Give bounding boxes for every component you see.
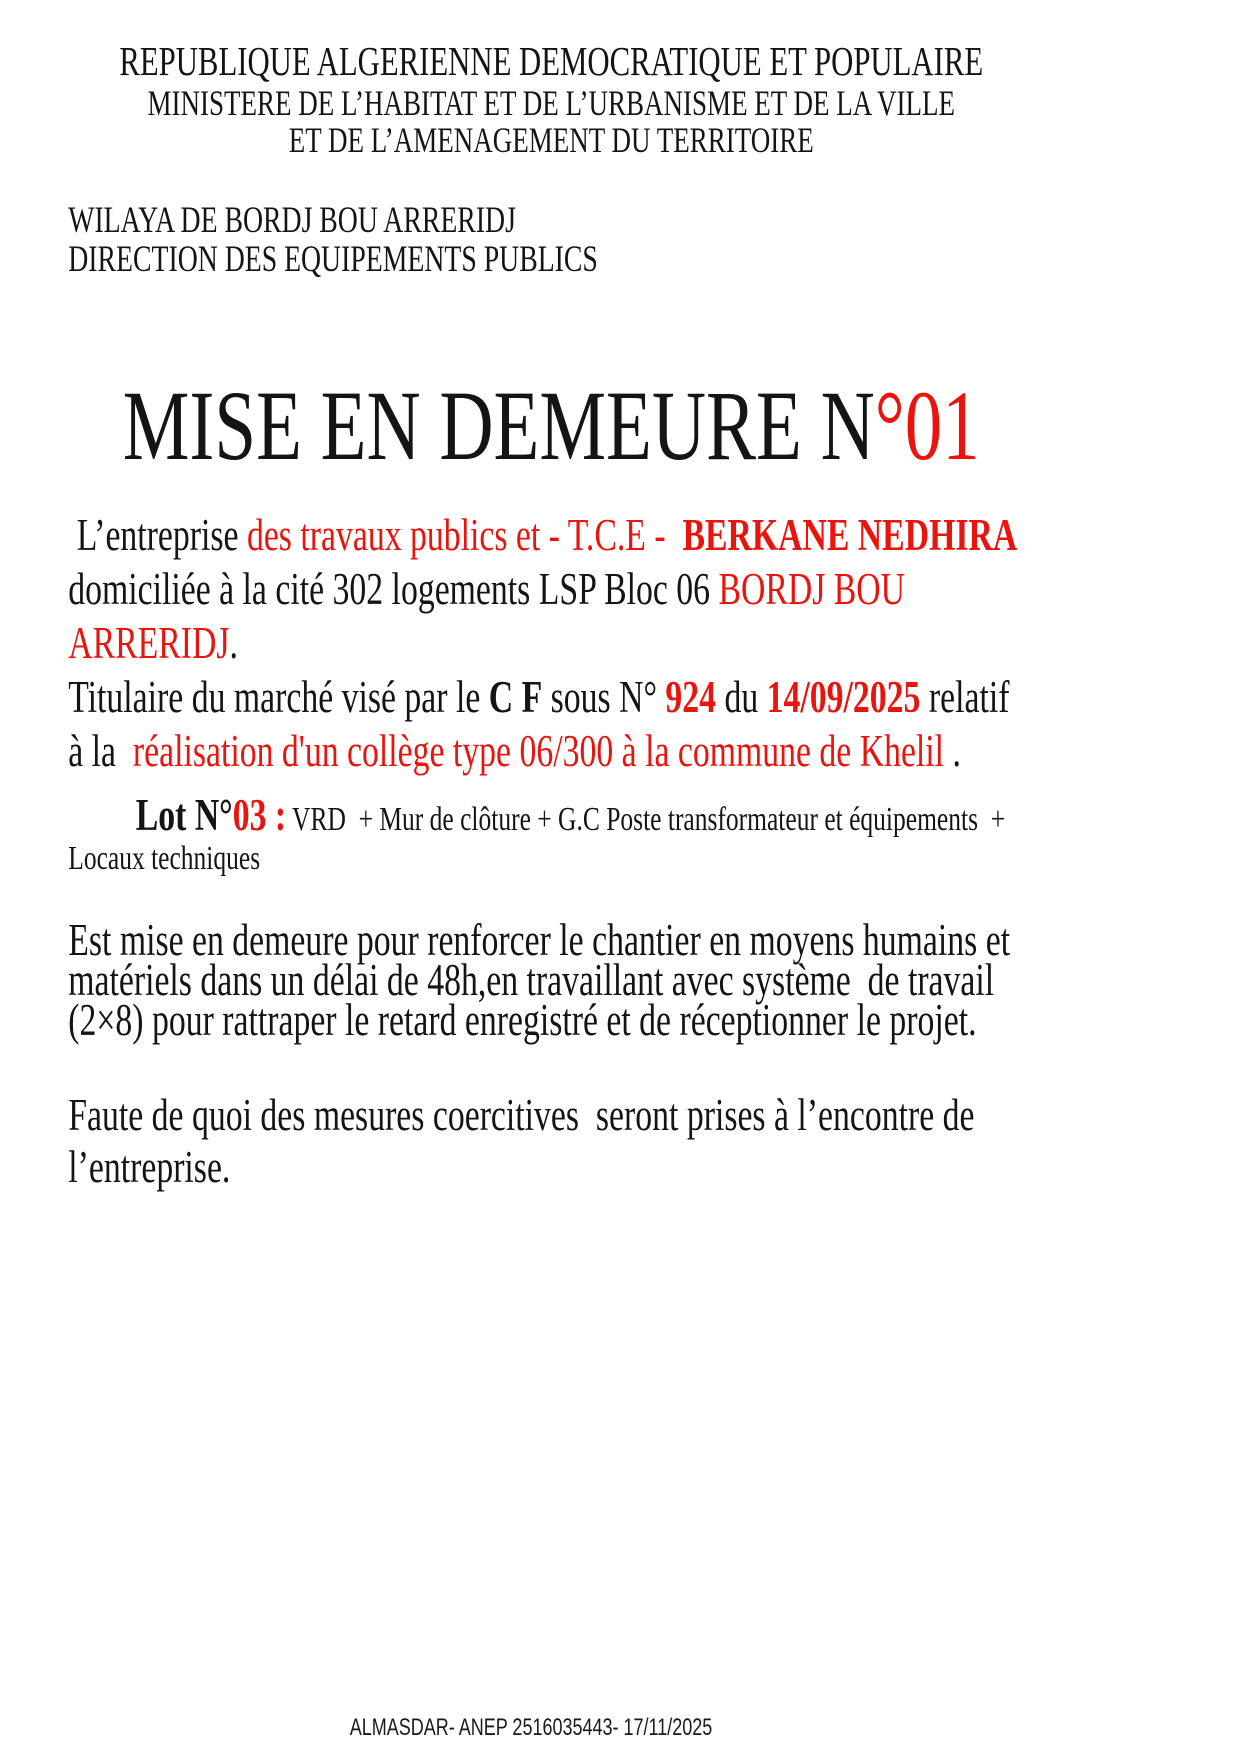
- sentence-period: .: [229, 618, 238, 668]
- direction-line: DIRECTION DES EQUIPEMENTS PUBLICS: [68, 238, 598, 280]
- ministry-header-line: MINISTERE DE L’HABITAT ET DE L’URBANISME ET DE LA VILLE: [147, 83, 956, 123]
- lot-number: 03 :: [232, 790, 287, 840]
- republic-header-line: REPUBLIQUE ALGERIENNE DEMOCRATIQUE ET POPULAIRE: [119, 38, 984, 84]
- lot-label: Lot N°: [135, 790, 233, 840]
- notice-title: [68, 370, 1034, 481]
- sentence-period: .: [944, 726, 961, 776]
- wilaya-line: WILAYA DE BORDJ BOU ARRERIDJ: [68, 200, 516, 241]
- contract-text-4: relatif à la: [68, 672, 1027, 776]
- notice-number: °01: [874, 370, 980, 481]
- notice-title-text: MISE EN DEMEURE N: [122, 370, 875, 481]
- activity-text: des travaux publics et - T.C.E -: [246, 510, 675, 560]
- company-city: BORDJ BOU ARRERIDJ: [68, 564, 912, 668]
- project-description: réalisation d'un collège type 06/300 à la commune de Khelil: [132, 726, 945, 776]
- contract-paragraph: [68, 670, 1034, 778]
- contract-text-1: Titulaire du marché visé par le: [68, 672, 489, 722]
- company-identification-paragraph: [68, 508, 1034, 670]
- intro-text: L’entreprise: [68, 510, 247, 560]
- contract-text-2: sous N°: [542, 672, 666, 722]
- lot-details: VRD + Mur de clôture + G.C Poste transformateur et équipements + Locaux techniques: [68, 801, 1012, 877]
- contract-date: 14/09/2025: [766, 672, 921, 722]
- anep-footer: ALMASDAR- ANEP 2516035443- 17/11/2025: [349, 1714, 713, 1741]
- demand-paragraph: Est mise en demeure pour renforcer le chantier en moyens humains et matériels dans un délai de 48h,en travaillant avec système de travail (2×8) pour rattraper le retard enregistré et de réceptionner le projet.: [68, 915, 1019, 1045]
- contract-number: 924: [665, 672, 717, 722]
- company-name: BERKANE NEDHIRA: [674, 510, 1018, 560]
- company-address: domiciliée à la cité 302 logements LSP Bloc 06: [68, 510, 1035, 614]
- contract-text-3: du: [716, 672, 767, 722]
- document-header: [68, 38, 1034, 159]
- contract-cf: C F: [488, 672, 543, 722]
- warning-paragraph: Faute de quoi des mesures coercitives seront prises à l’encontre de l’entreprise.: [68, 1090, 983, 1192]
- lot-paragraph: [68, 790, 1034, 878]
- issuing-authority: [68, 202, 1034, 279]
- territory-header-line: ET DE L’AMENAGEMENT DU TERRITOIRE: [288, 120, 814, 160]
